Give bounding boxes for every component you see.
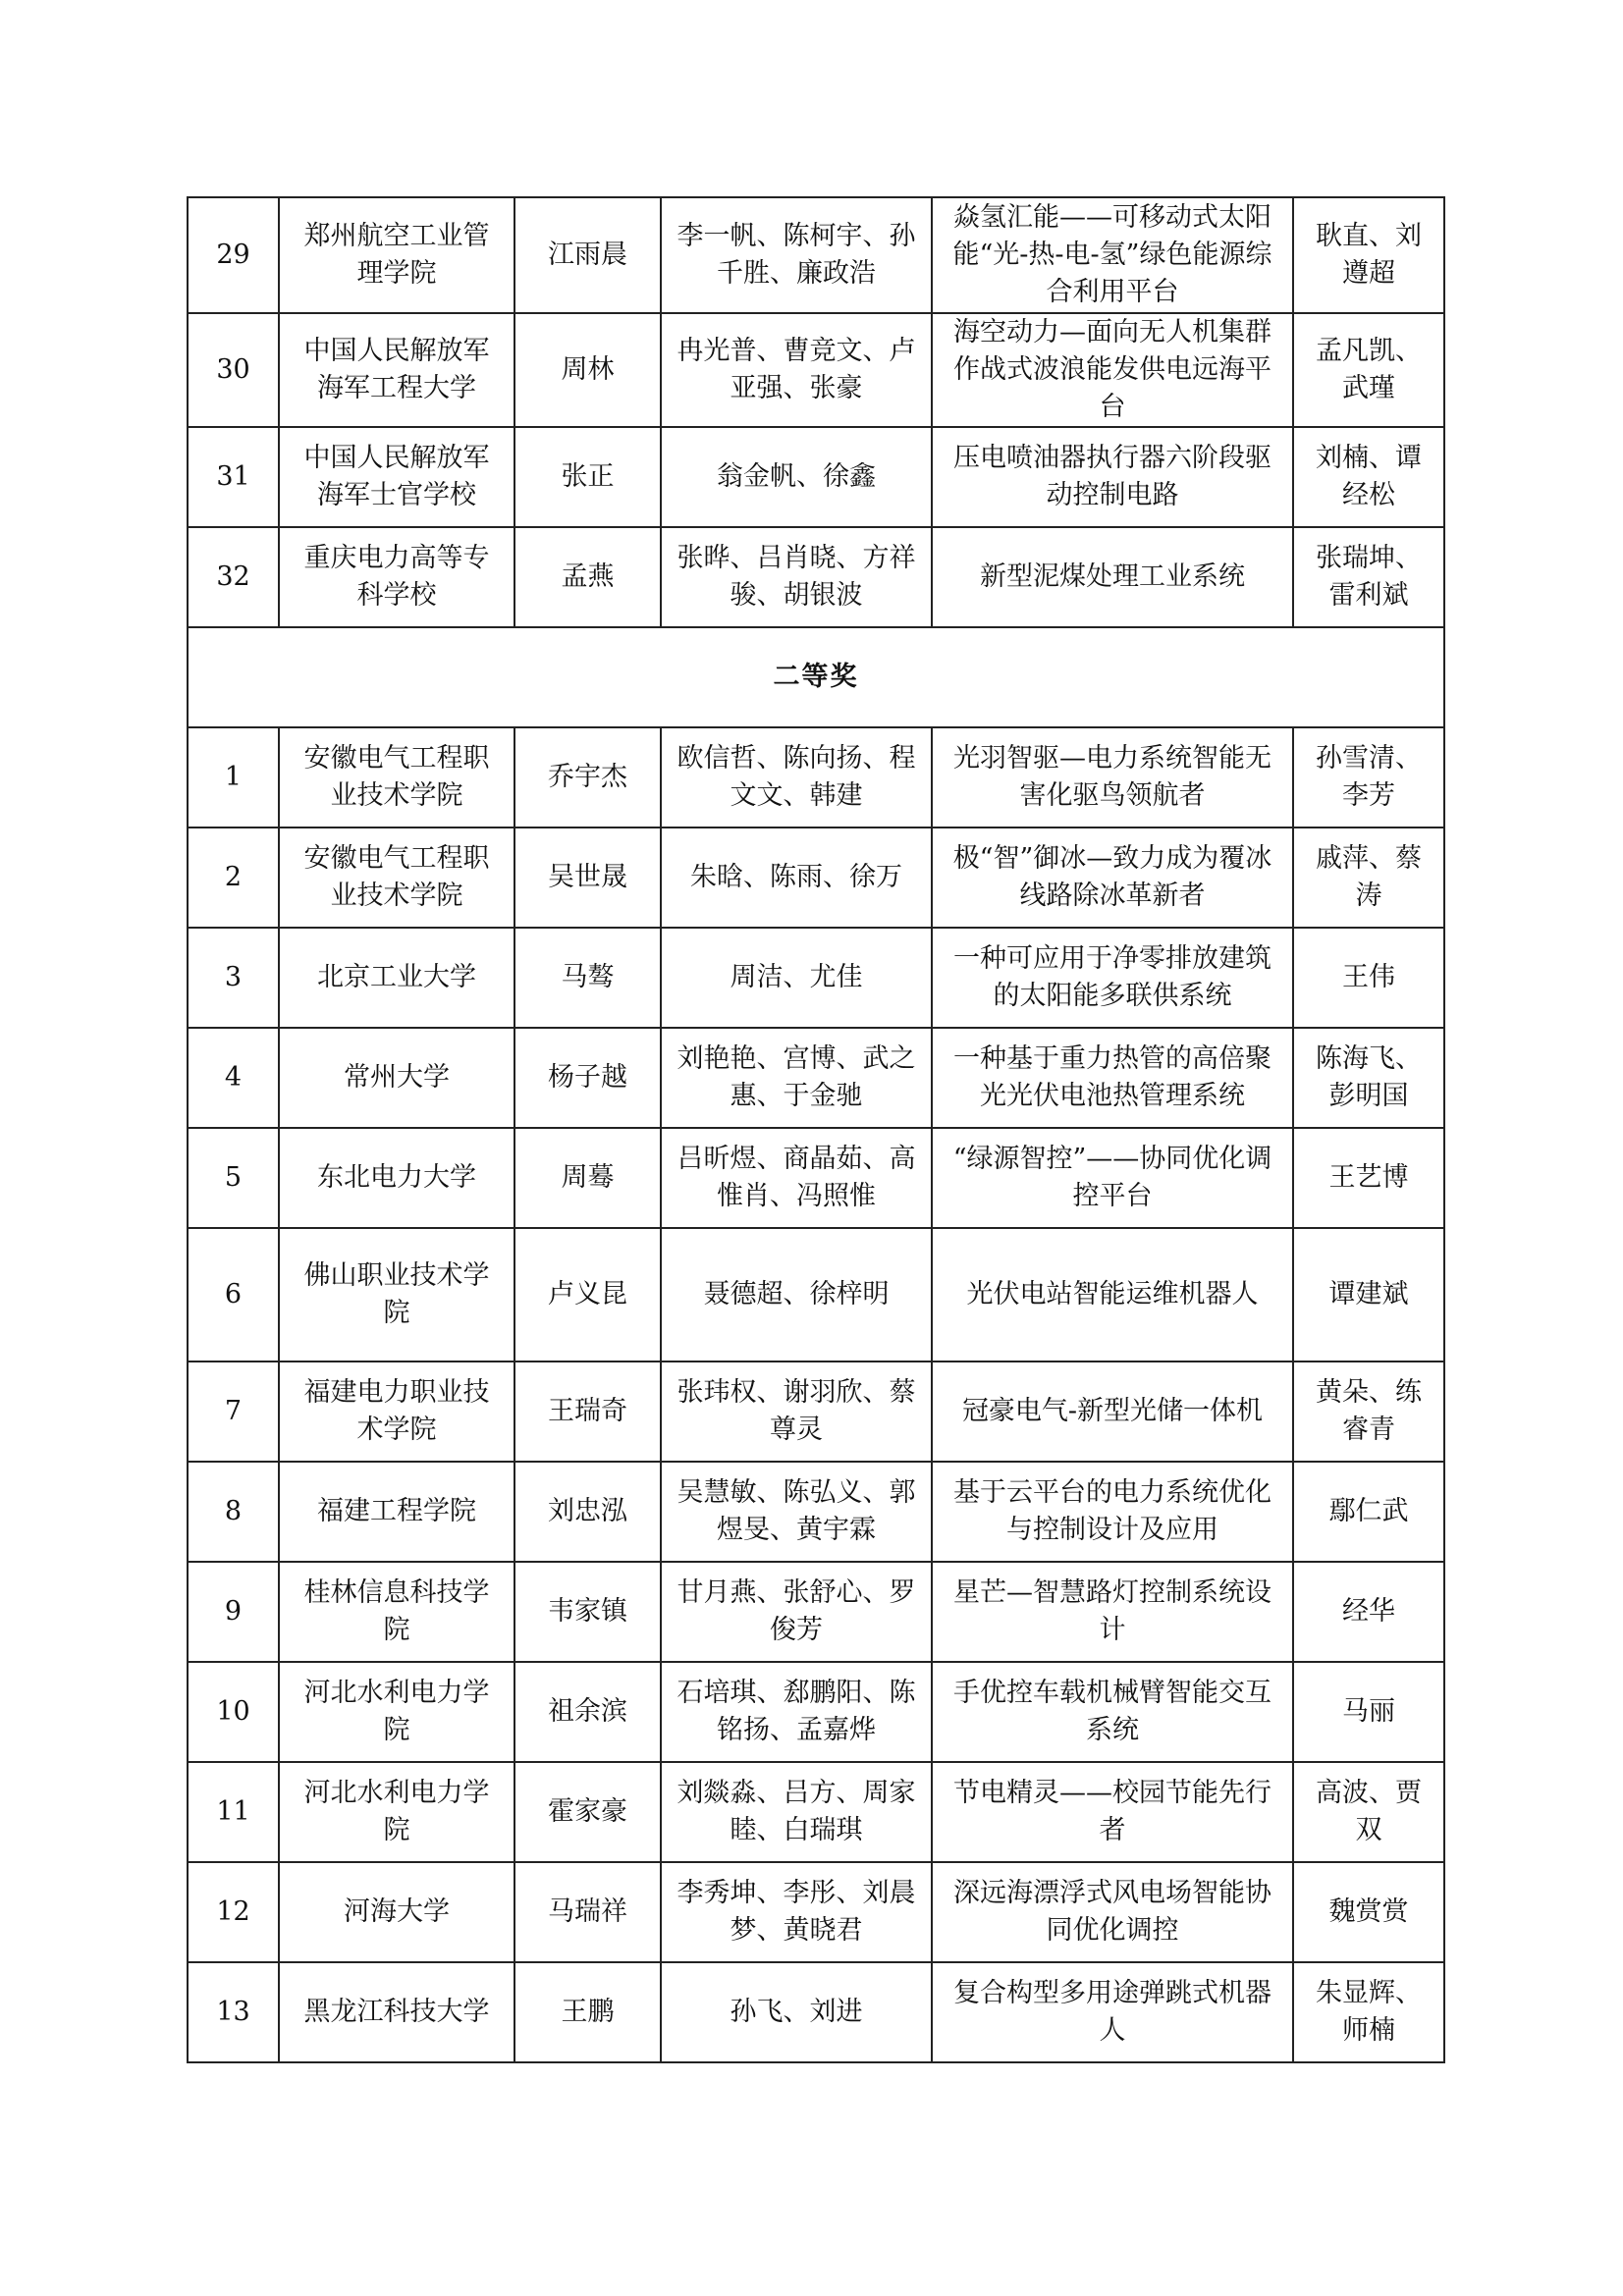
table-row [188,1762,1444,1862]
school-cell: 常州大学 [279,1028,514,1128]
row-number: 11 [188,1762,279,1862]
advisor-cell: 王艺博 [1293,1128,1444,1228]
leader-cell: 乔宇杰 [514,727,661,828]
advisor-cell: 刘楠、谭经松 [1293,427,1444,527]
members-cell: 吕昕煜、商晶茹、高惟肖、冯照惟 [661,1128,932,1228]
project-cell: 焱氢汇能——可移动式太阳能“光-热-电-氢”绿色能源综合利用平台 [932,197,1293,313]
project-cell: 光伏电站智能运维机器人 [932,1228,1293,1362]
school-cell: 东北电力大学 [279,1128,514,1228]
advisor-cell: 谭建斌 [1293,1228,1444,1362]
advisor-cell: 马丽 [1293,1662,1444,1762]
school-cell: 河北水利电力学院 [279,1662,514,1762]
advisor-cell: 耿直、刘遵超 [1293,197,1444,313]
row-number: 32 [188,527,279,627]
leader-cell: 马骜 [514,928,661,1028]
section-row [188,627,1444,727]
project-cell: 手优控车载机械臂智能交互系统 [932,1662,1293,1762]
members-cell: 刘艳艳、宫博、武之惠、于金驰 [661,1028,932,1128]
advisor-cell: 孙雪清、李芳 [1293,727,1444,828]
leader-cell: 张正 [514,427,661,527]
row-number: 3 [188,928,279,1028]
leader-cell: 马瑞祥 [514,1862,661,1962]
project-cell: 光羽智驱—电力系统智能无害化驱鸟领航者 [932,727,1293,828]
project-cell: 节电精灵——校园节能先行者 [932,1762,1293,1862]
advisor-cell: 朱显辉、师楠 [1293,1962,1444,2062]
members-cell: 翁金帆、徐鑫 [661,427,932,527]
project-cell: 海空动力—面向无人机集群作战式波浪能发供电远海平台 [932,313,1293,427]
school-cell: 河海大学 [279,1862,514,1962]
members-cell: 欧信哲、陈向扬、程文文、韩建 [661,727,932,828]
leader-cell: 吴世晟 [514,828,661,928]
advisor-cell: 经华 [1293,1562,1444,1662]
project-cell: 深远海漂浮式风电场智能协同优化调控 [932,1862,1293,1962]
row-number: 10 [188,1662,279,1762]
leader-cell: 周蓦 [514,1128,661,1228]
table-row [188,1562,1444,1662]
leader-cell: 霍家豪 [514,1762,661,1862]
project-cell: 极“智”御冰—致力成为覆冰线路除冰革新者 [932,828,1293,928]
members-cell: 孙飞、刘进 [661,1962,932,2062]
advisor-cell: 黄朵、练睿青 [1293,1362,1444,1462]
advisor-cell: 孟凡凯、武瑾 [1293,313,1444,427]
advisor-cell: 王伟 [1293,928,1444,1028]
project-cell: 复合构型多用途弹跳式机器人 [932,1962,1293,2062]
school-cell: 中国人民解放军海军工程大学 [279,313,514,427]
leader-cell: 杨子越 [514,1028,661,1128]
row-number: 29 [188,197,279,313]
project-cell: 压电喷油器执行器六阶段驱动控制电路 [932,427,1293,527]
school-cell: 北京工业大学 [279,928,514,1028]
project-cell: “绿源智控”——协同优化调控平台 [932,1128,1293,1228]
advisor-cell: 戚萍、蔡涛 [1293,828,1444,928]
table-row [188,828,1444,928]
project-cell: 冠豪电气-新型光储一体机 [932,1362,1293,1462]
school-cell: 安徽电气工程职业技术学院 [279,727,514,828]
leader-cell: 孟燕 [514,527,661,627]
table-row [188,1362,1444,1462]
school-cell: 重庆电力高等专科学校 [279,527,514,627]
members-cell: 冉光普、曹竞文、卢亚强、张豪 [661,313,932,427]
members-cell: 石培琪、郄鹏阳、陈铭扬、孟嘉烨 [661,1662,932,1762]
table-row [188,928,1444,1028]
school-cell: 中国人民解放军海军士官学校 [279,427,514,527]
section-title: 二等奖 [188,627,1444,727]
school-cell: 福建电力职业技术学院 [279,1362,514,1462]
row-number: 8 [188,1462,279,1562]
leader-cell: 王瑞奇 [514,1362,661,1462]
leader-cell: 王鹏 [514,1962,661,2062]
table-row [188,1862,1444,1962]
project-cell: 一种基于重力热管的高倍聚光光伏电池热管理系统 [932,1028,1293,1128]
school-cell: 佛山职业技术学院 [279,1228,514,1362]
advisor-cell: 陈海飞、彭明国 [1293,1028,1444,1128]
leader-cell: 江雨晨 [514,197,661,313]
members-cell: 张玮权、谢羽欣、蔡尊灵 [661,1362,932,1462]
members-cell: 张晔、吕肖晓、方祥骏、胡银波 [661,527,932,627]
leader-cell: 卢义昆 [514,1228,661,1362]
project-cell: 一种可应用于净零排放建筑的太阳能多联供系统 [932,928,1293,1028]
leader-cell: 韦家镇 [514,1562,661,1662]
table-row [188,1128,1444,1228]
row-number: 5 [188,1128,279,1228]
row-number: 1 [188,727,279,828]
school-cell: 郑州航空工业管理学院 [279,197,514,313]
row-number: 4 [188,1028,279,1128]
leader-cell: 周林 [514,313,661,427]
members-cell: 聂德超、徐梓明 [661,1228,932,1362]
advisor-cell: 鄢仁武 [1293,1462,1444,1562]
table-row [188,427,1444,527]
members-cell: 周洁、尤佳 [661,928,932,1028]
advisor-cell: 魏赏赏 [1293,1862,1444,1962]
table-row [188,313,1444,427]
row-number: 9 [188,1562,279,1662]
row-number: 2 [188,828,279,928]
school-cell: 桂林信息科技学院 [279,1562,514,1662]
row-number: 13 [188,1962,279,2062]
project-cell: 新型泥煤处理工业系统 [932,527,1293,627]
table-row [188,1462,1444,1562]
members-cell: 刘燚淼、吕方、周家睦、白瑞琪 [661,1762,932,1862]
members-cell: 李一帆、陈柯宇、孙千胜、廉政浩 [661,197,932,313]
project-cell: 星芒—智慧路灯控制系统设计 [932,1562,1293,1662]
row-number: 12 [188,1862,279,1962]
table-row [188,727,1444,828]
advisor-cell: 高波、贾双 [1293,1762,1444,1862]
table-row [188,1962,1444,2062]
row-number: 31 [188,427,279,527]
row-number: 7 [188,1362,279,1462]
school-cell: 黑龙江科技大学 [279,1962,514,2062]
advisor-cell: 张瑞坤、雷利斌 [1293,527,1444,627]
school-cell: 安徽电气工程职业技术学院 [279,828,514,928]
row-number: 6 [188,1228,279,1362]
table-row [188,1662,1444,1762]
table-row [188,1228,1444,1362]
awards-table [187,196,1445,2063]
row-number: 30 [188,313,279,427]
leader-cell: 祖余滨 [514,1662,661,1762]
members-cell: 李秀坤、李彤、刘晨梦、黄晓君 [661,1862,932,1962]
school-cell: 河北水利电力学院 [279,1762,514,1862]
table-row [188,527,1444,627]
table-row [188,1028,1444,1128]
members-cell: 朱晗、陈雨、徐万 [661,828,932,928]
school-cell: 福建工程学院 [279,1462,514,1562]
project-cell: 基于云平台的电力系统优化与控制设计及应用 [932,1462,1293,1562]
members-cell: 吴慧敏、陈弘义、郭煜旻、黄宇霖 [661,1462,932,1562]
members-cell: 甘月燕、张舒心、罗俊芳 [661,1562,932,1662]
table-row [188,197,1444,313]
leader-cell: 刘忠泓 [514,1462,661,1562]
